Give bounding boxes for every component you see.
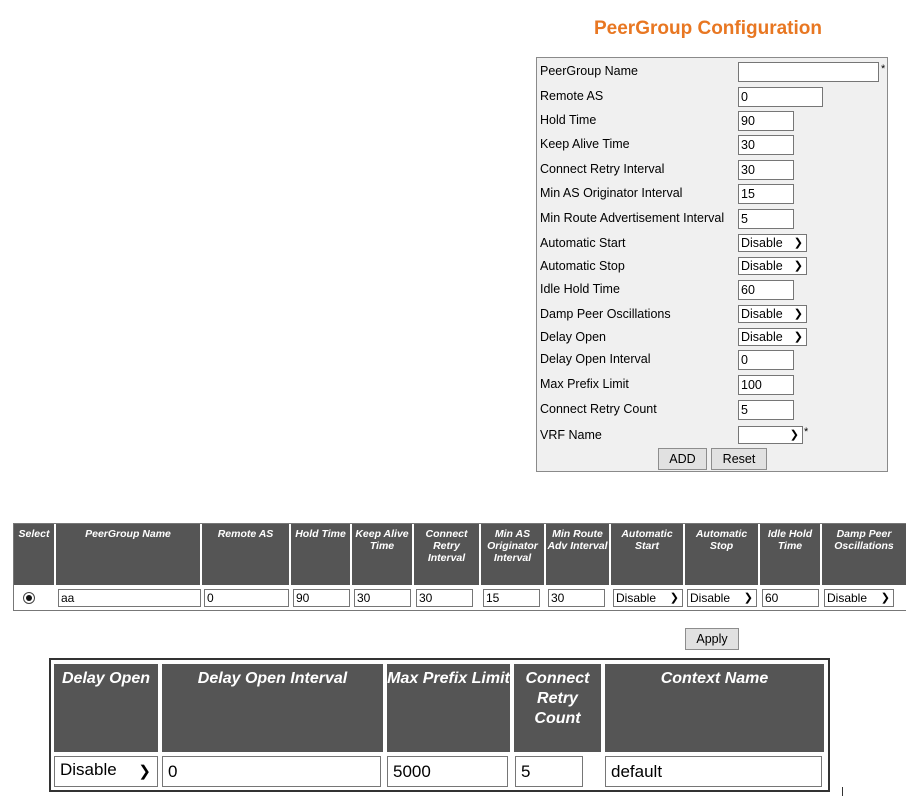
row-damp-peer-oscillations-value: Disable xyxy=(827,591,868,605)
delay-open-interval-label: Delay Open Interval xyxy=(540,352,651,366)
col-header-keep-alive-time: Keep Alive Time xyxy=(352,524,414,585)
form-row-keep-alive-time xyxy=(537,133,889,157)
form-row-damp-peer-oscillations xyxy=(537,303,889,327)
idle-hold-time-input[interactable] xyxy=(738,280,794,300)
col-header-delay-open-interval: Delay Open Interval xyxy=(162,664,383,752)
chevron-down-icon: ❯ xyxy=(138,763,151,780)
form-row-remote-as xyxy=(537,85,889,109)
chevron-down-icon: ❯ xyxy=(793,331,803,343)
form-row-max-prefix-limit xyxy=(537,373,889,397)
required-mark: * xyxy=(804,426,809,438)
row-peergroup-name-input[interactable] xyxy=(58,589,201,607)
row-automatic-start-select[interactable] xyxy=(613,589,683,607)
required-mark: * xyxy=(881,63,886,75)
chevron-down-icon: ❯ xyxy=(880,592,890,604)
form-row-delay-open xyxy=(537,326,889,350)
add-button[interactable]: ADD xyxy=(658,448,707,470)
chevron-down-icon: ❯ xyxy=(743,592,753,604)
peergroup-form xyxy=(536,57,888,472)
automatic-stop-select[interactable] xyxy=(738,257,807,275)
row-remote-as-input[interactable] xyxy=(204,589,289,607)
form-row-delay-open-interval xyxy=(537,348,889,372)
connect-retry-count-label: Connect Retry Count xyxy=(540,402,657,416)
col-header-peergroup-name: PeerGroup Name xyxy=(56,524,202,585)
col-header-idle-hold-time: Idle Hold Time xyxy=(760,524,822,585)
col-header-max-prefix-limit: Max Prefix Limit xyxy=(387,664,510,752)
row-automatic-stop-select[interactable] xyxy=(687,589,757,607)
min-as-originator-interval-input[interactable] xyxy=(738,184,794,204)
form-row-min-as-originator-interval xyxy=(537,182,889,206)
col-header-remote-as: Remote AS xyxy=(202,524,291,585)
col-header-connect-retry-count: Connect Retry Count xyxy=(514,664,601,752)
chevron-down-icon: ❯ xyxy=(793,308,803,320)
row-damp-peer-oscillations-select[interactable] xyxy=(824,589,894,607)
row-min-as-originator-interval-input[interactable] xyxy=(483,589,540,607)
page-title: PeerGroup Configuration xyxy=(594,18,822,39)
form-row-connect-retry-interval xyxy=(537,158,889,182)
remote-as-input[interactable] xyxy=(738,87,823,107)
delay-open-value: Disable xyxy=(741,330,783,344)
col-header-automatic-stop: Automatic Stop xyxy=(685,524,760,585)
chevron-down-icon: ❯ xyxy=(789,429,799,441)
row-automatic-stop-value: Disable xyxy=(690,591,731,605)
row2-delay-open-interval-input[interactable] xyxy=(162,756,381,787)
form-row-automatic-stop xyxy=(537,255,889,279)
col-header-hold-time: Hold Time xyxy=(291,524,352,585)
automatic-start-value: Disable xyxy=(741,236,783,250)
min-route-adv-interval-label: Min Route Advertisement Interval xyxy=(540,211,725,225)
peergroup-name-label: PeerGroup Name xyxy=(540,64,638,78)
col-header-delay-open: Delay Open xyxy=(54,664,158,752)
automatic-start-label: Automatic Start xyxy=(540,236,626,250)
row2-max-prefix-limit-input[interactable] xyxy=(387,756,508,787)
form-row-vrf-name xyxy=(537,424,889,448)
hold-time-label: Hold Time xyxy=(540,113,597,127)
keep-alive-time-input[interactable] xyxy=(738,135,794,155)
connect-retry-interval-label: Connect Retry Interval xyxy=(540,162,665,176)
row-hold-time-input[interactable] xyxy=(293,589,350,607)
col-header-damp-peer-oscillations: Damp Peer Oscillations xyxy=(822,524,906,585)
max-prefix-limit-input[interactable] xyxy=(738,375,794,395)
damp-peer-oscillations-value: Disable xyxy=(741,307,783,321)
form-row-peergroup-name xyxy=(537,60,889,84)
connect-retry-count-input[interactable] xyxy=(738,400,794,420)
row2-context-name-input[interactable] xyxy=(605,756,822,787)
row2-connect-retry-count-input[interactable] xyxy=(515,756,583,787)
connect-retry-interval-input[interactable] xyxy=(738,160,794,180)
vrf-name-label: VRF Name xyxy=(540,428,602,442)
hold-time-input[interactable] xyxy=(738,111,794,131)
damp-peer-oscillations-select[interactable] xyxy=(738,305,807,323)
radio-selected-icon[interactable] xyxy=(23,592,35,604)
chevron-down-icon: ❯ xyxy=(793,237,803,249)
select-cell xyxy=(14,587,56,609)
form-row-connect-retry-count xyxy=(537,398,889,422)
delay-open-select[interactable] xyxy=(738,328,807,346)
row-keep-alive-time-input[interactable] xyxy=(354,589,411,607)
idle-hold-time-label: Idle Hold Time xyxy=(540,282,620,296)
damp-peer-oscillations-label: Damp Peer Oscillations xyxy=(540,307,671,321)
vrf-name-select[interactable] xyxy=(738,426,803,444)
row2-delay-open-value: Disable xyxy=(60,760,117,779)
col-header-connect-retry-interval: Connect Retry Interval xyxy=(414,524,481,585)
text-cursor xyxy=(842,787,843,796)
form-row-hold-time xyxy=(537,109,889,133)
row2-delay-open-select[interactable] xyxy=(54,756,158,787)
form-row-idle-hold-time xyxy=(537,278,889,302)
automatic-stop-value: Disable xyxy=(741,259,783,273)
chevron-down-icon: ❯ xyxy=(669,592,679,604)
row-automatic-start-value: Disable xyxy=(616,591,657,605)
row-min-route-adv-interval-input[interactable] xyxy=(548,589,605,607)
delay-open-interval-input[interactable] xyxy=(738,350,794,370)
min-route-adv-interval-input[interactable] xyxy=(738,209,794,229)
min-as-originator-interval-label: Min AS Originator Interval xyxy=(540,186,683,200)
form-row-min-route-adv-interval xyxy=(537,207,889,231)
row-idle-hold-time-input[interactable] xyxy=(762,589,819,607)
apply-button[interactable]: Apply xyxy=(685,628,739,650)
max-prefix-limit-label: Max Prefix Limit xyxy=(540,377,629,391)
keep-alive-time-label: Keep Alive Time xyxy=(540,137,630,151)
automatic-start-select[interactable] xyxy=(738,234,807,252)
delay-open-label: Delay Open xyxy=(540,330,607,344)
reset-button[interactable]: Reset xyxy=(711,448,767,470)
col-header-min-route-adv-interval: Min Route Adv Interval xyxy=(546,524,611,585)
peergroup-name-input[interactable] xyxy=(738,62,879,82)
col-header-select: Select xyxy=(14,524,56,585)
chevron-down-icon: ❯ xyxy=(793,260,803,272)
col-header-min-as-originator-interval: Min AS Originator Interval xyxy=(481,524,546,585)
col-header-automatic-start: Automatic Start xyxy=(611,524,685,585)
col-header-context-name: Context Name xyxy=(605,664,824,752)
row-connect-retry-interval-input[interactable] xyxy=(416,589,473,607)
remote-as-label: Remote AS xyxy=(540,89,604,103)
form-row-automatic-start xyxy=(537,232,889,256)
automatic-stop-label: Automatic Stop xyxy=(540,259,625,273)
